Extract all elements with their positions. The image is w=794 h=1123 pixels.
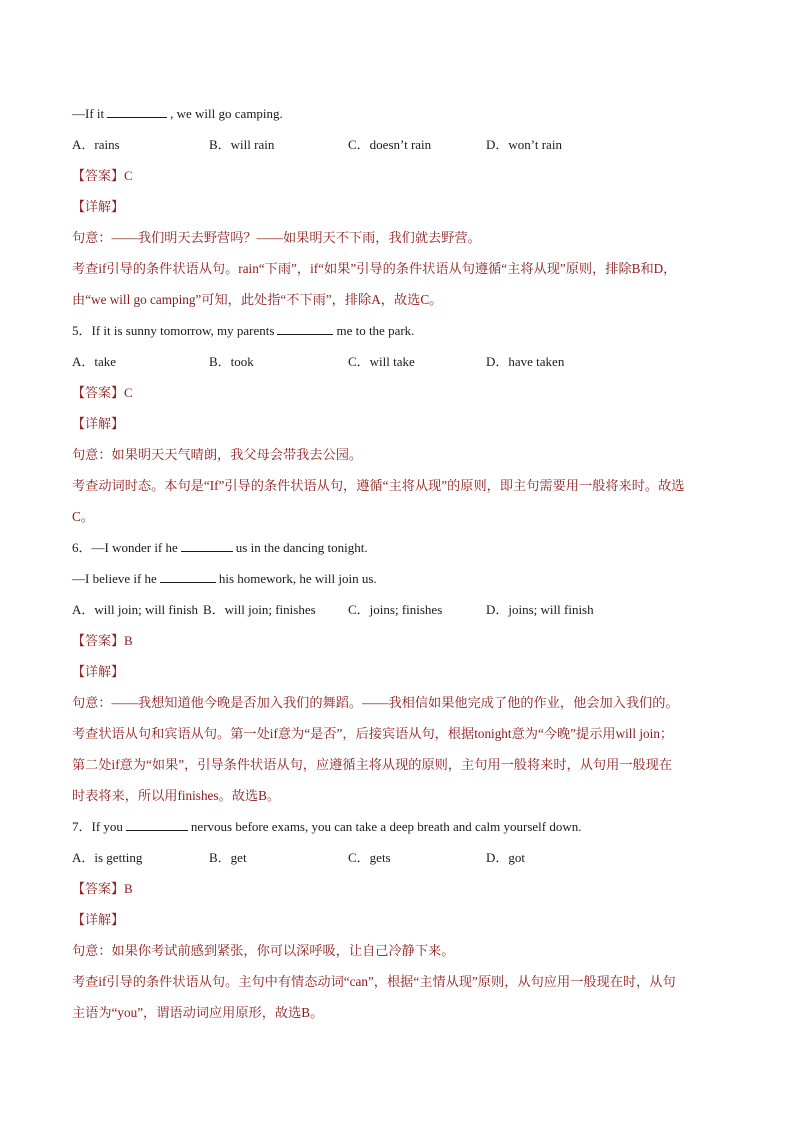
q7-option-a: A．is getting	[72, 850, 143, 865]
q6-option-a: A．will join; will finish	[72, 602, 199, 617]
q7-answer	[72, 873, 722, 904]
q6-options	[72, 594, 722, 625]
q5-analysis-1: 考查动词时态。本句是“If”引导的条件状语从句，遵循“主将从现”的原则，即主句需要用一般将来时。故选	[72, 478, 685, 493]
q7-stem-pre: 7．If you	[72, 819, 123, 834]
detail-tag: 【详解】	[72, 912, 125, 927]
q6-stem-1	[72, 532, 722, 563]
answer-tag: 【答案】	[72, 168, 125, 183]
q5-options	[72, 346, 722, 377]
q5-stem	[72, 315, 722, 346]
q4-option-d: D．won’t rain	[486, 137, 562, 152]
q7-stem-post: nervous before exams, you can take a deep breath and calm yourself down.	[190, 819, 582, 834]
q6-stem1-post: us in the dancing tonight.	[235, 540, 368, 555]
detail-tag: 【详解】	[72, 664, 125, 679]
q5-detail-tag	[72, 408, 722, 439]
q4-option-c: C．doesn’t rain	[348, 137, 432, 152]
q5-stem-pre: 5．If it is sunny tomorrow, my parents	[72, 323, 275, 338]
q4-analysis-2: 由“we will go camping”可知，此处指“不下雨”，排除A，故选C。	[72, 292, 443, 307]
q6-option-c: C．joins; finishes	[348, 602, 443, 617]
q7-meaning: 句意：如果你考试前感到紧张，你可以深呼吸，让自己冷静下来。	[72, 943, 455, 958]
q4-option-a: A．rains	[72, 137, 120, 152]
q7-option-b: B．get	[209, 850, 247, 865]
q6-analysis-2: 第二处if意为“如果”，引导条件状语从句，应遵循主将从现的原则，主句用一般将来时，从句用一般现在	[72, 757, 673, 772]
q4-analysis-1: 考查if引导的条件状语从句。rain“下雨”，if“如果”引导的条件状语从句遵循“主将从现”原则，排除B和D，	[72, 261, 677, 276]
q7-analysis-2: 主语为“you”，谓语动词应用原形，故选B。	[72, 1005, 324, 1020]
q6-stem2-pre: —I believe if he	[72, 571, 157, 586]
q5-option-d: D．have taken	[486, 354, 565, 369]
q4-options	[72, 129, 722, 160]
answer-tag: 【答案】	[72, 633, 125, 648]
q6-stem2-post: his homework, he will join us.	[218, 571, 377, 586]
q5-option-c: C．will take	[348, 354, 415, 369]
q5-analysis-2: C。	[72, 509, 94, 524]
answer-value: C	[124, 168, 133, 183]
q6-meaning: 句意：——我想知道他今晚是否加入我们的舞蹈。——我相信如果他完成了他的作业，他会加入我们的。	[72, 695, 679, 710]
answer-tag: 【答案】	[72, 881, 125, 896]
q6-detail-tag	[72, 656, 722, 687]
q6-stem-2	[72, 563, 722, 594]
answer-blank	[277, 322, 333, 335]
answer-blank	[107, 105, 167, 118]
q4-detail-tag	[72, 191, 722, 222]
answer-blank	[160, 570, 216, 583]
q5-option-a: A．take	[72, 354, 117, 369]
q7-option-c: C．gets	[348, 850, 391, 865]
q7-detail-tag	[72, 904, 722, 935]
q5-answer	[72, 377, 722, 408]
answer-value: C	[124, 385, 133, 400]
q6-stem1-pre: 6．—I wonder if he	[72, 540, 178, 555]
q7-option-d: D．got	[486, 850, 526, 865]
q6-analysis-3: 时表将来，所以用finishes。故选B。	[72, 788, 281, 803]
q7-options	[72, 842, 722, 873]
q6-analysis-1: 考查状语从句和宾语从句。第一处if意为“是否”，后接宾语从句，根据tonight意为“今晚”提示用will join；	[72, 726, 674, 741]
q4-meaning: 句意：——我们明天去野营吗？——如果明天不下雨，我们就去野营。	[72, 230, 481, 245]
q4-stem-post: , we will go camping.	[170, 106, 283, 121]
q5-meaning: 句意：如果明天天气晴朗，我父母会带我去公园。	[72, 447, 363, 462]
answer-blank	[181, 539, 233, 552]
q6-answer	[72, 625, 722, 656]
answer-tag: 【答案】	[72, 385, 125, 400]
q4-answer	[72, 160, 722, 191]
q5-option-b: B．took	[209, 354, 254, 369]
q5-stem-post: me to the park.	[336, 323, 415, 338]
q7-analysis-1: 考查if引导的条件状语从句。主句中有情态动词“can”，根据“主情从现”原则，从句应用一般现在时，从句	[72, 974, 676, 989]
q4-stem	[72, 98, 722, 129]
detail-tag: 【详解】	[72, 199, 125, 214]
q4-option-b: B．will rain	[209, 137, 275, 152]
answer-blank	[126, 818, 188, 831]
answer-value: B	[124, 633, 133, 648]
detail-tag: 【详解】	[72, 416, 125, 431]
q7-stem	[72, 811, 722, 842]
answer-value: B	[124, 881, 133, 896]
document-page	[72, 98, 722, 1028]
q4-stem-pre: —If it	[72, 106, 105, 121]
q6-option-b: B．will join; finishes	[203, 602, 316, 617]
q6-option-d: D．joins; will finish	[486, 602, 594, 617]
